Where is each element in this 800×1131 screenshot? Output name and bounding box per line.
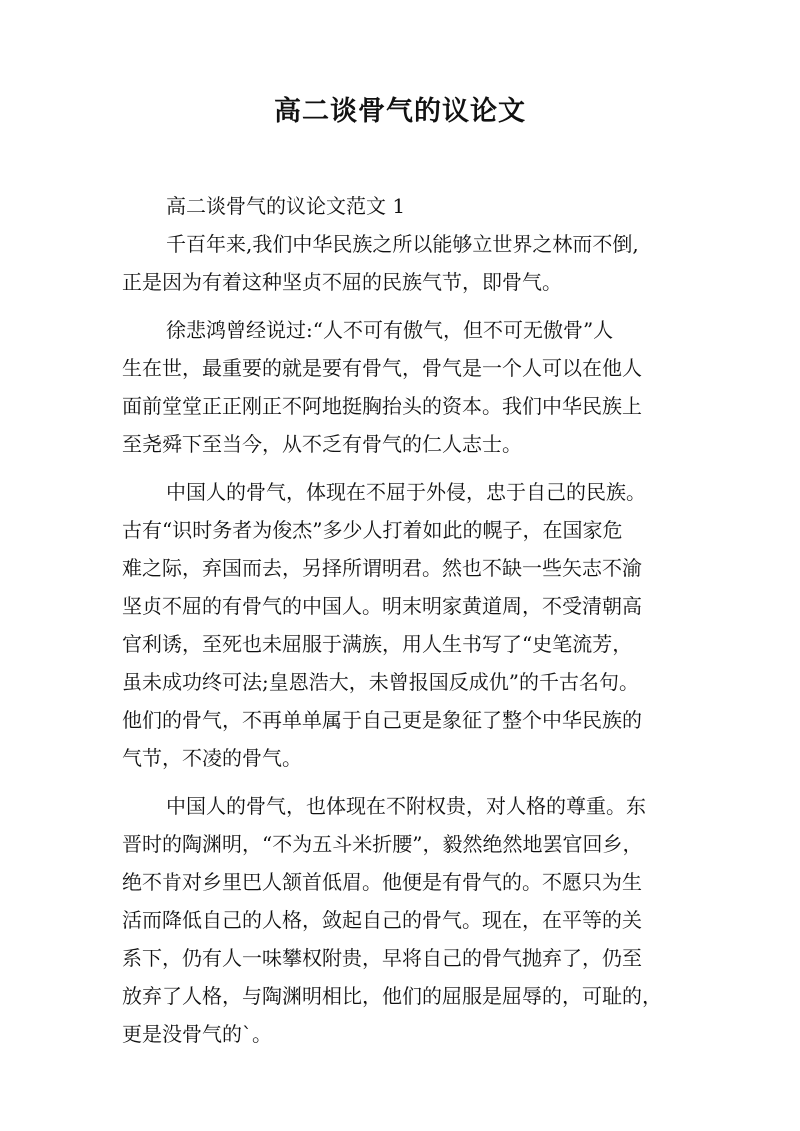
- paragraph-4-line-1: 中国人的骨气，也体现在不附权贵，对人格的尊重。东: [166, 794, 646, 818]
- paragraph-3-line-8: 气节，不凌的骨气。: [122, 746, 302, 770]
- paragraph-4-line-4: 活而降低自己的人格，敛起自己的骨气。现在，在平等的关: [122, 908, 642, 932]
- paragraph-3-line-3: 难之际，弃国而去，另择所谓明君。然也不缺一些矢志不渝: [122, 556, 642, 580]
- essay-heading: 高二谈骨气的议论文范文 1: [166, 194, 406, 218]
- paragraph-2-line-2: 生在世，最重要的就是要有骨气，骨气是一个人可以在他人: [122, 356, 642, 380]
- paragraph-4-line-5: 系下，仍有人一味攀权附贵，早将自己的骨气抛弃了，仍至: [122, 946, 642, 970]
- paragraph-3-line-5: 官利诱，至死也未屈服于满族，用人生书写了“史笔流芳，: [122, 632, 633, 656]
- paragraph-4-line-7: 更是没骨气的`。: [122, 1022, 272, 1046]
- paragraph-3-line-4: 坚贞不屈的有骨气的中国人。明末明家黄道周，不受清朝高: [122, 594, 642, 618]
- paragraph-2-line-1: 徐悲鸿曾经说过:“人不可有傲气，但不可无傲骨”人: [166, 318, 614, 342]
- paragraph-3-line-6: 虽未成功终可法;皇恩浩大，未曾报国反成仇”的千古名句。: [122, 670, 639, 694]
- paragraph-2-line-3: 面前堂堂正正刚正不阿地挺胸抬头的资本。我们中华民族上: [122, 394, 642, 418]
- paragraph-spacer: [122, 463, 682, 473]
- paragraph-3-line-2: 古有“识时务者为俊杰”多少人打着如此的幌子，在国家危: [122, 518, 623, 542]
- paragraph-2-line-4: 至尧舜下至当今，从不乏有骨气的仁人志士。: [122, 432, 522, 456]
- paragraph-1-line-1: 千百年来,我们中华民族之所以能够立世界之林而不倒,: [166, 232, 639, 256]
- paragraph-4-line-6: 放弃了人格，与陶渊明相比，他们的屈服是屈辱的，可耻的，: [122, 984, 662, 1008]
- paragraph-4-line-3: 绝不肯对乡里巴人颔首低眉。他便是有骨气的。不愿只为生: [122, 870, 642, 894]
- document-body: [122, 187, 682, 1053]
- paragraph-4-line-2: 晋时的陶渊明，“不为五斗米折腰”，毅然绝然地罢官回乡，: [122, 832, 643, 856]
- paragraph-spacer: [122, 301, 682, 311]
- paragraph-spacer: [122, 777, 682, 787]
- paragraph-3-line-7: 他们的骨气，不再单单属于自己更是象征了整个中华民族的: [122, 708, 642, 732]
- document-title: 高二谈骨气的议论文: [274, 96, 526, 127]
- paragraph-1-line-2: 正是因为有着这种坚贞不屈的民族气节，即骨气。: [122, 270, 562, 294]
- paragraph-3-line-1: 中国人的骨气，体现在不屈于外侵，忠于自己的民族。: [166, 480, 646, 504]
